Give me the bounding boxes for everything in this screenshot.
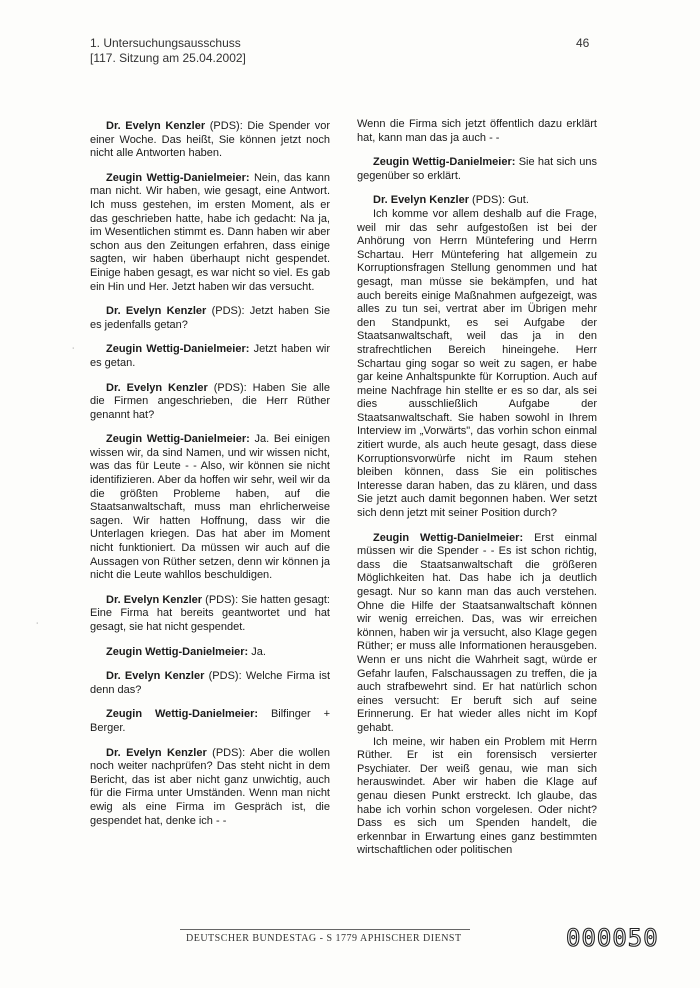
paragraph-text: Ich meine, wir haben ein Problem mit Herrn Rüther. Er ist ein forensisch versierter Psychiater. Der weiß genau, wie man sich herauswindet. Aber wir haben die Klage auf genau diesen Punkt erstreckt. Ich glaube, das habe ich vorhin schon vorgelesen. Oder nicht? Dass es sich um Spenden handelt, die erkennbar in Erwartung eines ganz bestimmten wirtschaftlichen oder politischen <box>357 735 597 857</box>
transcript-paragraph <box>90 305 330 332</box>
left-column <box>90 120 330 839</box>
paragraph-text: Jetzt haben wir es getan. <box>90 343 330 369</box>
speaker-name: Zeugin Wettig-Danielmeier: <box>106 708 259 721</box>
session-info: [117. Sitzung am 25.04.2002] <box>90 51 246 65</box>
footer-text: DEUTSCHER BUNDESTAG - S 1779 APHISCHER DIENST <box>186 933 462 944</box>
transcript-paragraph <box>357 736 597 858</box>
speaker-name: Dr. Evelyn Kenzler <box>106 305 207 318</box>
paragraph-text: Bilfinger + Berger. <box>90 708 331 734</box>
paragraph-text: Haben Sie alle die Firmen angeschrieben, die Herr Rüther genannt hat? <box>90 381 330 421</box>
transcript-paragraph <box>90 670 330 697</box>
speaker-name: Zeugin Wettig-Danielmeier: <box>373 156 516 169</box>
transcript-paragraph <box>357 532 597 736</box>
transcript-paragraph <box>90 382 330 423</box>
speaker-name: Dr. Evelyn Kenzler <box>106 746 207 759</box>
transcript-paragraph <box>357 156 597 183</box>
page-number: 46 <box>576 36 590 50</box>
paragraph-text: Nein, das kann man nicht. Wir haben, wie gesagt, eine Antwort. Ich muss gestehen, im ersten Moment, als er das geschrieben hatte, habe ich gedacht: Na ja, im Wesentlichen stimmt es. Dann haben wir aber schon aus den Zeitungen erfahren, dass einige sagten, wir haben überhaupt nicht gespendet. Einige haben gesagt, es war nicht so viel. Es gab ein Hin und Her. Jetzt haben wir das versucht. <box>90 171 331 293</box>
transcript-paragraph <box>357 194 597 208</box>
speaker-party: (PDS): <box>207 381 247 394</box>
transcript-paragraph <box>90 120 330 161</box>
paragraph-text: Erst einmal müssen wir die Spender - - Es ist schon richtig, dass die Staatsanwaltschaft die größeren Möglichkeiten hat. Das habe ich ja deutlich gesagt. Nur so kann man das auch verstehen. Ohne die Hilfe der Staatsanwaltschaft können wir wenig erreichen. Das, was wir erreichen können, haben wir ja versucht, also Klage gegen Rüther; er muss alle Informationen herausgeben. Wenn er uns nicht die Wahrheit sagt, würde er Gefahr laufen, Falschaussagen zu treffen, die ja auch strafbewehrt sind. Er hat natürlich schon eines versucht: Er beruft sich auf seine Erinnerung. Er hat wieder alles nicht im Kopf gehabt. <box>357 531 597 734</box>
transcript-paragraph <box>90 343 330 370</box>
speaker-party: (PDS): <box>205 120 243 132</box>
speaker-name: Dr. Evelyn Kenzler <box>106 593 203 606</box>
transcript-paragraph <box>357 118 597 145</box>
page-header <box>90 36 246 66</box>
speaker-name: Dr. Evelyn Kenzler <box>106 670 205 683</box>
paragraph-text: Ja. <box>248 645 266 658</box>
transcript-paragraph <box>90 646 330 660</box>
speaker-party: (PDS): <box>206 746 246 759</box>
transcript-paragraph <box>90 594 330 635</box>
transcript-paragraph <box>90 433 330 583</box>
speaker-party: (PDS): <box>202 593 239 606</box>
paragraph-text: Ich komme vor allem deshalb auf die Frage, weil mir das sehr aufgestoßen ist bei der Anhörung von Herrn Müntefering und Herrn Schartau. Herr Müntefering hat allgemein zu Korruptionsfragen Stellung genommen und hat gesagt, man müsse sie bekämpfen, und hat auch bereits einige Maßnahmen aufgezeigt, was alles zu tun sei, vertrat aber im Übrigen mehr den Standpunkt, es sei Aufgabe der Staatsanwaltschaft, weil das ja in den strafrechtlichen Bereich hineingehe. Herr Schartau ging sogar so weit zu sagen, er habe gar keine Anhaltspunkte für Korruption. Auch auf meine Nachfrage hin stellte er es so dar, als sei dies ausschließlich Aufgabe der Staatsanwaltschaft. Sie haben sowohl in Ihrem Interview im „Vorwärts", das vorhin schon einmal zitiert wurde, als auch heute gesagt, dass diese Korruptionsvorwürfe nicht im Raum stehen bleiben können, dass Sie ein politisches Interesse daran haben, das zu klären, und dass Sie jetzt auch damit begonnen haben. Wer setzt sich denn jetzt mit seiner Position durch? <box>357 207 597 520</box>
speaker-name: Zeugin Wettig-Danielmeier: <box>373 531 524 544</box>
speaker-name: Zeugin Wettig-Danielmeier: <box>106 343 250 356</box>
scan-mark-icon: ˙ <box>36 622 40 633</box>
right-column <box>357 118 597 869</box>
paragraph-text: Jetzt haben Sie es jedenfalls getan? <box>90 305 330 331</box>
paragraph-text: Gut. <box>505 194 529 207</box>
paragraph-text: Aber die wollen noch weiter nachprüfen? Das steht nicht in dem Bericht, das ist aber nicht ganz unwichtig, auch für die Firma unter Umständen. Wenn man nicht ewig als eine Firma im Gespräch ist, die gespendet hat, denke ich - - <box>90 746 330 827</box>
transcript-paragraph <box>90 708 330 735</box>
speaker-party: (PDS): <box>469 194 506 207</box>
footer-rule <box>180 929 470 930</box>
speaker-party: (PDS): <box>204 670 242 683</box>
transcript-paragraph <box>357 208 597 521</box>
speaker-name: Dr. Evelyn Kenzler <box>373 194 469 207</box>
paragraph-text: Welche Firma ist denn das? <box>90 670 330 696</box>
transcript-paragraph <box>90 747 330 829</box>
scan-mark-icon: ˙ <box>72 347 76 358</box>
speaker-name: Dr. Evelyn Kenzler <box>106 120 206 132</box>
transcript-paragraph <box>90 172 330 294</box>
speaker-name: Dr. Evelyn Kenzler <box>106 381 208 394</box>
speaker-name: Zeugin Wettig-Danielmeier: <box>106 171 250 184</box>
paragraph-text: Wenn die Firma sich jetzt öffentlich dazu erklärt hat, kann man das ja auch - - <box>357 118 597 144</box>
paragraph-text: Ja. Bei einigen wissen wir, da sind Namen, und wir wissen nicht, was das für Leute - - Also, wir können sie nicht identifizieren. Aber da hoffen wir sehr, weil wir da die größten Probleme haben, auf die Staatsanwaltschaft, muss man ehrlicherweise sagen. Wir hatten Hoffnung, dass wir die Unterlagen kriegen. Das hat aber im Moment nicht funktioniert. Da müssen wir auch auf die Aussagen von Rüther setzen, denn wir können ja nicht die Leute wahllos beschuldigen. <box>90 433 331 582</box>
speaker-name: Zeugin Wettig-Danielmeier: <box>106 645 249 658</box>
committee-name: 1. Untersuchungsausschuss <box>90 36 241 50</box>
speaker-party: (PDS): <box>206 305 245 318</box>
paragraph-text: Die Spender vor einer Woche. Das heißt, Sie können jetzt noch nicht alle Antworten haben. <box>90 120 330 160</box>
paragraph-text: Sie hatten gesagt: Eine Firma hat bereits geantwortet und hat gesagt, sie hat nicht gespendet. <box>90 593 330 633</box>
speaker-name: Zeugin Wettig-Danielmeier: <box>106 433 250 446</box>
document-stamp: 000050 <box>566 924 659 952</box>
paragraph-text: Sie hat sich uns gegenüber so erklärt. <box>357 156 597 182</box>
